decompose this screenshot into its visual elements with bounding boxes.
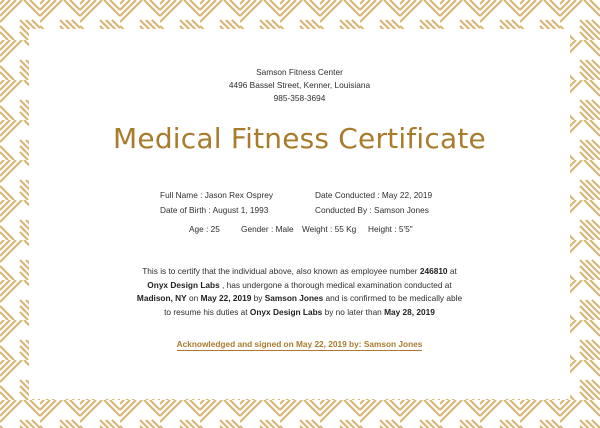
- statement-text: by no later than: [322, 306, 385, 317]
- statement-text: to resume his duties at: [164, 306, 250, 317]
- organization-name: Samson Fitness Center: [256, 67, 343, 77]
- acknowledgement-line: [177, 339, 423, 351]
- conducted-by: Conducted By : Samson Jones: [315, 205, 429, 215]
- organization-phone: 985-358-3694: [273, 93, 326, 103]
- organization-address: 4496 Bassel Street, Kenner, Louisiana: [228, 80, 371, 90]
- employee-number: 246810: [419, 266, 448, 276]
- certificate-title: Medical Fitness Certificate: [113, 122, 486, 155]
- statement-text: by: [251, 293, 265, 304]
- date-conducted: Date Conducted : May 22, 2019: [315, 190, 433, 200]
- statement-text: , has undergone a thorough medical examination conducted at: [219, 279, 452, 290]
- acknowledgement-text: Acknowledged and signed on May 22, 2019 by:: [176, 339, 364, 349]
- height: Height : 5'5": [368, 224, 413, 234]
- statement-text: This is to certify that the individual above, also known as employee number: [142, 266, 420, 276]
- acknowledgement: [29, 339, 570, 351]
- gender: Gender : Male: [241, 224, 294, 234]
- exam-location: Madison, NY: [136, 293, 187, 304]
- company-name: Onyx Design Labs: [249, 306, 323, 317]
- age: Age : 25: [189, 224, 220, 234]
- examiner-name: Samson Jones: [264, 293, 324, 304]
- exam-date: May 22, 2019: [200, 293, 252, 304]
- return-deadline: May 28, 2019: [384, 306, 435, 317]
- statement-text: and is confirmed to be medically able: [323, 293, 463, 304]
- signer-name: Samson Jones: [363, 339, 423, 349]
- date-of-birth: Date of Birth : August 1, 1993: [160, 205, 269, 215]
- organization-header: [29, 66, 570, 105]
- certification-statement: [109, 265, 490, 319]
- statement-text: on: [186, 293, 201, 304]
- full-name: Full Name : Jason Rex Osprey: [160, 190, 273, 200]
- weight: Weight : 55 Kg: [302, 224, 357, 234]
- certificate-sheet: [29, 29, 570, 399]
- statement-text: at: [447, 266, 457, 276]
- company-name: Onyx Design Labs: [147, 279, 220, 290]
